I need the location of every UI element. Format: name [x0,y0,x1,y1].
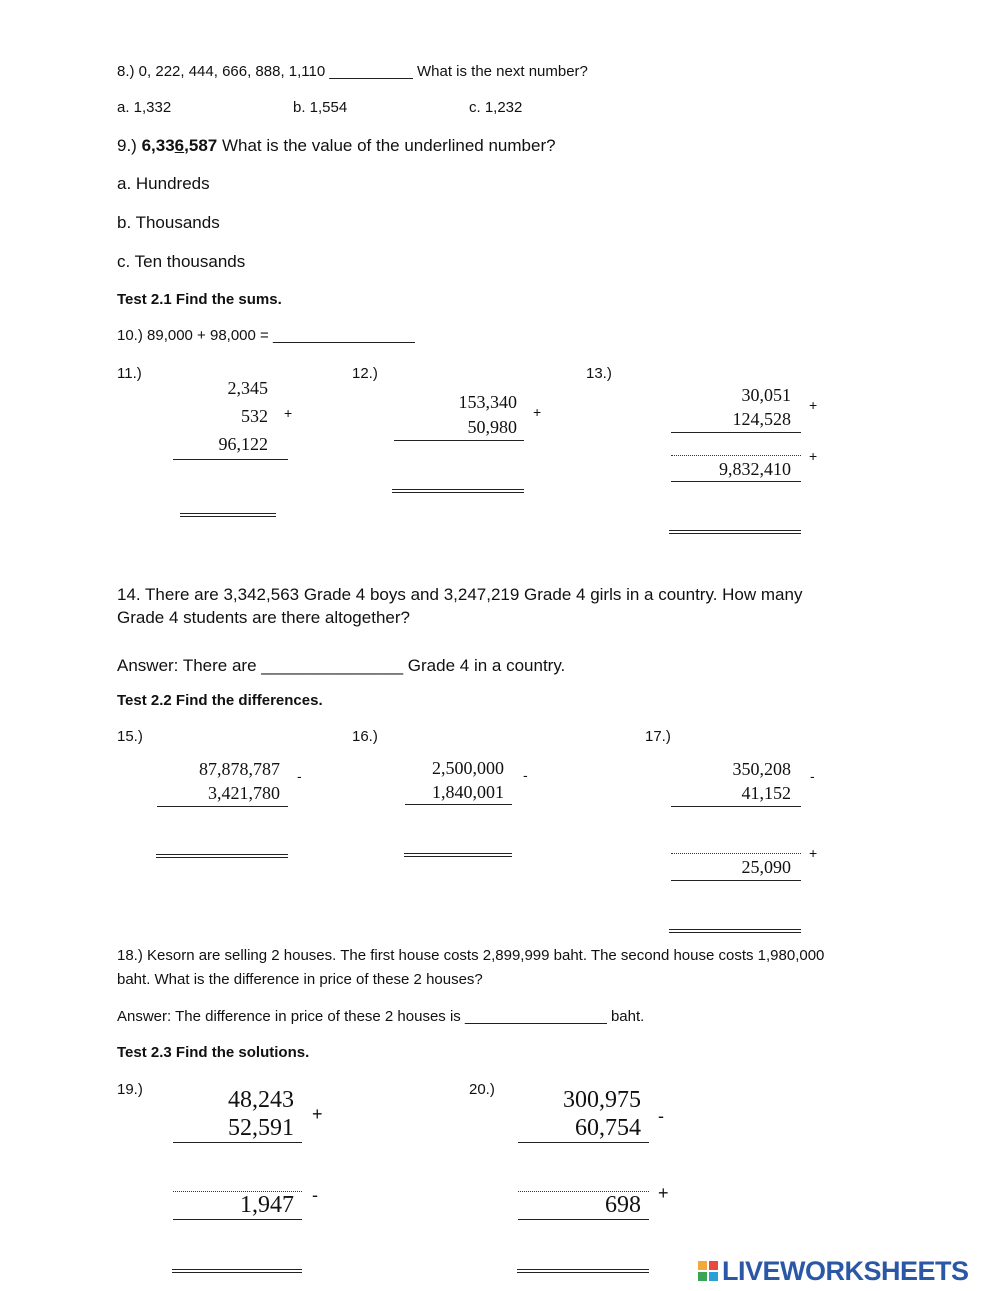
q16-difference-line [405,804,512,805]
q17-minus-sign: - [810,768,815,784]
q11-sum-line [173,459,288,460]
q15-subtrahend: 3,421,780 [208,783,280,803]
q14-line-1: 14. There are 3,342,563 Grade 4 boys and 3,247,219 Grade 4 girls in a country. How many [117,585,803,604]
q12-label: 12.) [352,365,378,382]
test23-heading: Test 2.3 Find the solutions. [117,1044,310,1061]
q11-answer-line[interactable] [180,513,276,517]
q20-minuend: 300,975 [563,1087,641,1113]
q20-label: 20.) [469,1081,495,1098]
q14-answer[interactable]: Answer: There are _______________ Grade 4 in a country. [117,656,566,675]
q20-subtrahend: 60,754 [575,1115,641,1141]
q9-option-c[interactable]: c. Ten thousands [117,252,246,271]
q19-subtrahend: 1,947 [240,1192,294,1218]
q12-answer-line[interactable] [392,489,524,493]
q11-addend-3: 96,122 [218,434,268,454]
q11-addend-1: 2,345 [227,378,268,398]
q13-step-line [671,432,801,433]
q9-value: 6,336,587 [141,136,218,155]
q19-step-line [173,1142,302,1143]
q18-answer[interactable]: Answer: The difference in price of these 2 houses is _________________ baht. [117,1008,645,1025]
q13-addend-1: 30,051 [741,385,791,405]
q17-sum-line [671,880,801,881]
q17-subtrahend: 41,152 [741,783,791,803]
q13-answer-line[interactable] [669,530,801,534]
q16-label: 16.) [352,728,378,745]
q15-difference-line [157,806,288,807]
q17-minuend: 350,208 [732,759,791,779]
q13-addend-2: 124,528 [732,409,791,429]
q19-minus-sign: - [312,1185,318,1205]
q15-answer-line[interactable] [156,854,288,858]
logo-text: LIVEWORKSHEETS [722,1255,969,1286]
q13-label: 13.) [586,365,612,382]
q13-addend-3: 9,832,410 [719,459,791,479]
q12-addend-2: 50,980 [467,417,517,437]
q17-intermediate-blank[interactable] [671,853,801,854]
q13-plus-sign-2: + [809,448,818,464]
q13-plus-sign-1: + [809,397,818,413]
q9-option-a[interactable]: a. Hundreds [117,174,210,193]
q16-subtrahend: 1,840,001 [432,782,504,802]
q20-minus-sign: - [658,1106,664,1126]
q8-option-c[interactable]: c. 1,232 [469,99,523,116]
q20-addend: 698 [605,1192,641,1218]
q8-option-b[interactable]: b. 1,554 [293,99,348,116]
q12-plus-sign: + [533,404,542,420]
q11-label: 11.) [117,365,142,382]
q13-sum-line [671,481,801,482]
q20-answer-line[interactable] [517,1269,649,1273]
q8-option-a[interactable]: a. 1,332 [117,99,172,116]
q19-label: 19.) [117,1081,143,1098]
logo-squares-icon [698,1261,718,1281]
test22-heading: Test 2.2 Find the differences. [117,692,323,709]
liveworksheets-logo [698,1256,969,1286]
q12-addend-1: 153,340 [458,392,517,412]
q15-minuend: 87,878,787 [199,759,280,779]
q15-label: 15.) [117,728,143,745]
q17-step-line [671,806,801,807]
q9-number: 9.) [117,136,137,155]
q15-minus-sign: - [297,768,302,784]
q18-line-2: baht. What is the difference in price of these 2 houses? [117,971,483,988]
q10-text[interactable]: 10.) 89,000 + 98,000 = _________________ [117,327,415,344]
q14-line-2: Grade 4 students are there altogether? [117,608,410,627]
q18-line-1: 18.) Kesorn are selling 2 houses. The first house costs 2,899,999 baht. The second house costs 1,980,000 [117,947,825,964]
q17-label: 17.) [645,728,671,745]
q11-plus-sign: + [284,405,293,421]
q16-minuend: 2,500,000 [432,758,504,778]
test21-heading: Test 2.1 Find the sums. [117,291,282,308]
q19-addend-1: 48,243 [228,1087,294,1113]
q19-result-line [173,1219,302,1220]
q20-result-line [518,1219,649,1220]
q13-intermediate-blank[interactable] [671,455,801,456]
q9-option-b[interactable]: b. Thousands [117,213,220,232]
q19-answer-line[interactable] [172,1269,302,1273]
q12-sum-line [394,440,524,441]
q20-step-line [518,1142,649,1143]
q9-text [117,136,556,156]
q19-addend-2: 52,591 [228,1115,294,1141]
q8-text: 8.) 0, 222, 444, 666, 888, 1,110 __________ What is the next number? [117,63,588,80]
q20-plus-sign: + [658,1183,669,1203]
q17-addend: 25,090 [741,857,791,877]
q9-question: What is the value of the underlined number? [221,136,556,155]
q16-answer-line[interactable] [404,853,512,857]
q17-answer-line[interactable] [669,929,801,933]
q19-plus-sign: + [312,1104,323,1124]
q11-addend-2: 532 [241,406,268,426]
q16-minus-sign: - [523,767,528,783]
q17-plus-sign: + [809,845,818,861]
